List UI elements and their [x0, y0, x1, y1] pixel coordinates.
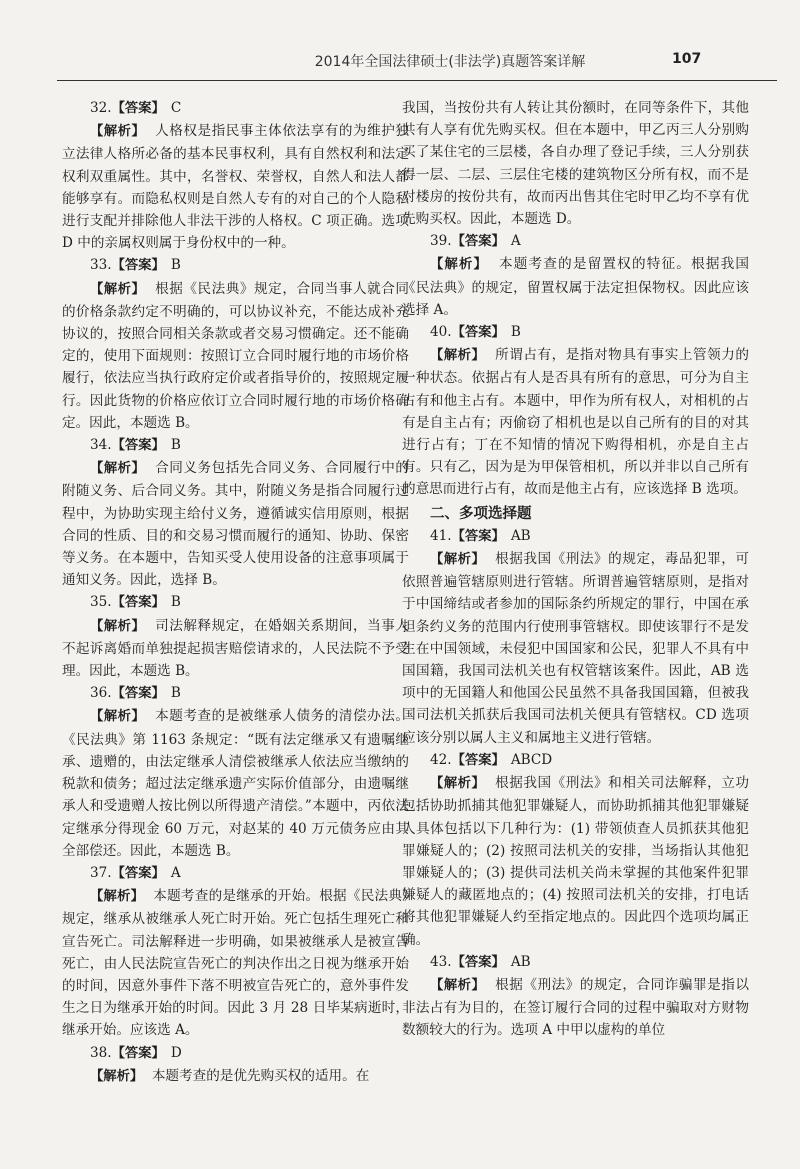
analysis-text: 根据我国《刑法》的规定，毒品犯罪，可依照普遍管辖原则进行管辖。所谓普遍管辖原则，是指对于中国缔结或者参加的国际条约所规定的罪行，中国在承担条约义务的范围内行使刑事管辖权。即使该罪行不是发生在中国领域，未侵犯中国国家和公民，犯罪人不具有中国国籍，我国司法机关也有权管辖该案件。因此，AB 选项中的无国籍人和他国公民虽然不具备我国国籍，但被我国司法机关抓获后我国司法机关便具有管辖权。CD 选项应该分别以属人主义和属地主义进行管辖。 — [402, 551, 749, 746]
analysis-text: 根据我国《刑法》和相关司法解释，立功包括协助抓捕其他犯罪嫌疑人，而协助抓捕其他犯罪嫌疑人具体包括以下几种行为：(1) 带领侦查人员抓获其他犯罪嫌疑人的；(2) 按照司法机关的安排，当场指认其他犯罪嫌疑人的；(3) 提供司法机关尚未掌握的其他案件犯罪嫌疑人的藏匿地点的；(4) 按照司法机关的安排，打电话将其他犯罪嫌疑人约至指定地点的。因此四个选项均属正确。 — [402, 775, 749, 948]
analysis-text: 本题考查的是留置权的特征。根据我国《民法典》的规定，留置权属于法定担保物权。因此应该选择 A。 — [402, 256, 750, 318]
answer-tag: 【答案】 — [111, 258, 165, 274]
answer-value: A — [510, 233, 521, 250]
answer-value: B — [170, 594, 181, 611]
question-number: 43. — [430, 953, 452, 970]
answer-line-32 — [62, 97, 409, 120]
analysis-tag: 【解析】 — [90, 461, 146, 477]
analysis-tag: 【解析】 — [430, 348, 486, 364]
analysis-text: 根据《刑法》的规定，合同诈骗罪是指以非法占有为目的，在签订履行合同的过程中骗取对方财物数额较大的行为。选项 A 中甲以虚构的单位 — [402, 976, 749, 1039]
question-number: 42. — [430, 751, 452, 768]
page-number: 107 — [672, 51, 702, 67]
answer-tag: 【答案】 — [111, 686, 165, 702]
analysis-tag: 【解析】 — [430, 776, 486, 792]
answer-tag: 【答案】 — [451, 325, 505, 341]
question-number: 40. — [430, 324, 452, 341]
answer-tag: 【答案】 — [111, 865, 165, 881]
answer-tag: 【答案】 — [111, 101, 165, 116]
answer-line-35 — [62, 591, 409, 614]
answer-value: AB — [510, 527, 531, 544]
analysis-text: 所谓占有，是指对物具有事实上管领力的一种状态。依据占有人是否具有所有的意思，可分为自主占有和他主占有。本题中，甲作为所有权人，对相机的占有是自主占有；丙偷窃了相机也是以自己所有的目的对其进行占有；丁在不知情的情况下购得相机，亦是自主占有。只有乙，因为是为甲保管相机，所以并非以自己所有的意思而进行占有，故而是他主占有，应该选择 B 选项。 — [402, 347, 749, 498]
answer-line-33 — [62, 254, 409, 277]
question-number: 41. — [430, 527, 452, 544]
header-rule — [57, 80, 777, 81]
answer-value: ABCD — [510, 751, 553, 768]
page-header — [0, 36, 800, 74]
answer-value: A — [170, 864, 181, 881]
analysis-35 — [62, 615, 409, 683]
answer-line-38 — [62, 1042, 409, 1065]
answer-tag: 【答案】 — [111, 438, 165, 454]
analysis-tag: 【解析】 — [90, 889, 145, 905]
analysis-tag: 【解析】 — [90, 709, 146, 725]
analysis-41 — [402, 548, 749, 749]
analysis-39 — [402, 253, 749, 321]
analysis-tag: 【解析】 — [430, 257, 488, 273]
analysis-38 — [62, 1065, 409, 1088]
analysis-34 — [62, 457, 409, 591]
answer-line-39 — [402, 230, 749, 253]
analysis-text: 合同义务包括先合同义务、合同履行中的附随义务、后合同义务。其中，附随义务是指合同履行过程中，为协助实现主给付义务，遵循诚实信用原则，根据合同的性质、目的和交易习惯而履行的通知、协助、保密等义务。在本题中，告知买受人使用设备的注意事项属于通知义务。因此，选择 B。 — [62, 460, 409, 589]
answer-value: B — [170, 437, 181, 454]
answer-value: AB — [510, 953, 531, 970]
answer-value: B — [510, 324, 521, 341]
analysis-text: 我国，当按份共有人转让其份额时，在同等条件下，其他共有人享有优先购买权。但在本题中，甲乙丙三人分别购买了某住宅的三层楼，各自办理了登记手续，三人分别获得一层、二层、三层住宅楼的建筑物区分所有权，而不是对楼房的按份共有，故而丙出售其住宅时甲乙均不享有优先购买权。因此，本题选 D。 — [402, 100, 749, 228]
question-number: 37. — [90, 864, 112, 881]
answer-line-43 — [402, 951, 749, 974]
running-header-title: 2014年全国法律硕士(非法学)真题答案详解 — [314, 54, 586, 70]
analysis-text: 本题考查的是被继承人债务的清偿办法。《民法典》第 1163 条规定：“既有法定继承又有遗嘱继承、遗赠的，由法定继承人清偿被继承人依法应当缴纳的税款和债务；超过法定继承遗产实际价值部分，由遗嘱继承人和受遗赠人按比例以所得遗产清偿。”本题中，丙依法定继承分得现金 60 万元，对赵某的 40 万元债务应由其全部偿还。因此，本题选 B。 — [62, 708, 409, 859]
analysis-38-continued — [402, 97, 749, 230]
analysis-tag: 【解析】 — [90, 281, 146, 297]
answer-line-37 — [62, 862, 409, 885]
analysis-42 — [402, 772, 749, 951]
answer-tag: 【答案】 — [451, 752, 505, 768]
answer-tag: 【答案】 — [451, 234, 505, 250]
question-number: 36. — [90, 685, 112, 702]
answer-tag: 【答案】 — [111, 1045, 165, 1061]
right-column — [402, 97, 749, 1042]
answer-line-34 — [62, 434, 409, 457]
analysis-tag: 【解析】 — [90, 618, 146, 634]
analysis-tag: 【解析】 — [430, 552, 486, 568]
answer-line-36 — [62, 682, 409, 705]
analysis-tag: 【解析】 — [430, 977, 486, 993]
question-number: 33. — [90, 257, 112, 274]
answer-tag: 【答案】 — [451, 528, 505, 544]
analysis-text: 本题考查的是优先购买权的适用。在 — [151, 1067, 370, 1084]
analysis-43 — [402, 974, 749, 1042]
question-number: 35. — [90, 594, 112, 611]
question-number: 32. — [90, 100, 112, 116]
left-column — [62, 97, 409, 1088]
answer-line-42 — [402, 749, 749, 772]
analysis-32 — [62, 120, 409, 254]
analysis-text: 根据《民法典》规定，合同当事人就合同的价格条款约定不明确的，可以协议补充，不能达成补充协议的，按照合同相关条款或者交易习惯确定。还不能确定的，使用下面规则：按照订立合同时履行地的市场价格履行，依法应当执行政府定价或者指导价的，按照规定履行。因此货物的价格应依订立合同时履行地的市场价格确定。因此，本题选 B。 — [62, 280, 409, 431]
analysis-40 — [402, 344, 749, 500]
section-heading: 二、多项选择题 — [430, 505, 532, 522]
analysis-37 — [62, 885, 409, 1041]
question-number: 34. — [90, 437, 112, 454]
analysis-text: 本题考查的是继承的开始。根据《民法典》规定，继承从被继承人死亡时开始。死亡包括生理死亡和宣告死亡。司法解释进一步明确，如果被继承人是被宣告死亡，由人民法院宣告死亡的判决作出之日视为继承开始的时间，因意外事件下落不明被宣告死亡的，意外事件发生之日为继承开始的时间。因此 3 月 28 日毕某病逝时，继承开始。应该选 A。 — [62, 888, 409, 1039]
analysis-text: 司法解释规定，在婚姻关系期间，当事人不起诉离婚而单独提起损害赔偿请求的，人民法院不予受理。因此，本题选 B。 — [62, 617, 409, 680]
analysis-tag: 【解析】 — [90, 1068, 144, 1084]
analysis-text: 人格权是指民事主体依法享有的为维护独立法律人格所必备的基本民事权利，具有自然权利和法定权利双重属性。其中，名誉权、荣誉权，自然人和法人都能够享有。而隐私权则是自然人专有的对自己的个人隐私进行支配并排除他人非法干涉的人格权。C 项正确。选项 D 中的亲属权则属于身份权中的一种。 — [62, 123, 409, 252]
answer-value: C — [170, 100, 182, 116]
answer-value: B — [170, 257, 181, 274]
answer-line-40 — [402, 321, 749, 344]
question-number: 38. — [90, 1044, 112, 1061]
answer-tag: 【答案】 — [451, 954, 505, 970]
analysis-33 — [62, 278, 409, 434]
answer-value: B — [170, 685, 181, 702]
analysis-tag: 【解析】 — [90, 124, 146, 140]
question-number: 39. — [430, 233, 452, 250]
answer-line-41 — [402, 525, 749, 548]
answer-value: D — [170, 1044, 182, 1061]
analysis-36 — [62, 705, 409, 861]
answer-tag: 【答案】 — [111, 595, 165, 611]
